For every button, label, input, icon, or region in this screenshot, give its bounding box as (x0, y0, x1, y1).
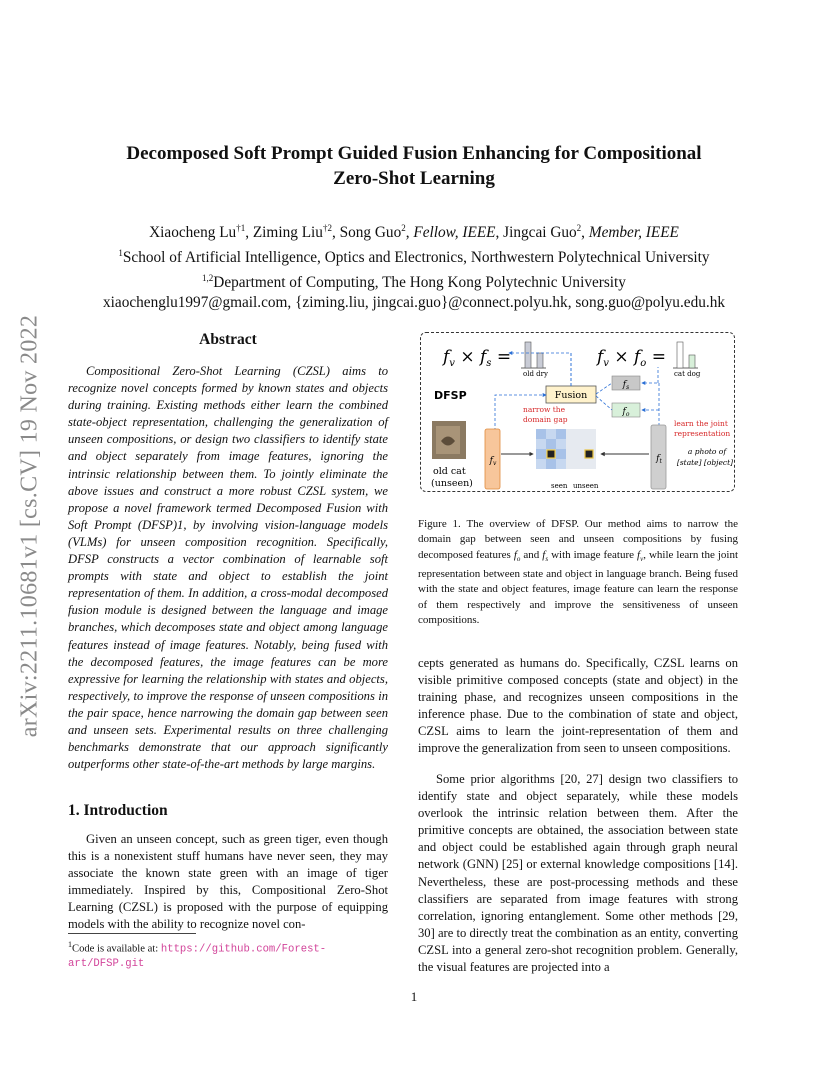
affiliation-2: $^{1,2}$Department of Computing, The Hong Kong Polytechnic University (202, 273, 626, 292)
unseen-label: unseen (573, 482, 599, 490)
formula-fv-fs: $f_v \times f_s$ = (443, 347, 512, 369)
narrow-text-2: domain gap (523, 415, 568, 424)
bar-dog (689, 355, 695, 368)
narrow-text-1: narrow the (523, 405, 566, 414)
author-names: Xiaocheng Lu$^{\dagger 1}$, Ziming Liu$^{\dagger 2}$, Song Guo$^2$, Fellow, IEEE, Jingcai Guo$^2$, Member, IEEE (149, 223, 679, 242)
title-line-1: Decomposed Soft Prompt Guided Fusion Enhancing for Compositional (126, 143, 702, 164)
intro-heading: 1. Introduction (68, 802, 168, 819)
fo-box-label: $f_o$ (622, 407, 630, 418)
fs-box-label: $f_s$ (622, 380, 630, 391)
label-old-dry: old dry (523, 370, 548, 378)
dfsp-label: DFSP (434, 389, 467, 402)
link-fusion-fo (596, 396, 612, 410)
title-line-2: Zero-Shot Learning (333, 168, 495, 189)
photo-text-1: a photo of (687, 447, 727, 456)
learn-joint-text-1: learn the joint (674, 419, 728, 428)
intro-text: Given an unseen concept, such as green tiger, even though this is a nonexistent stuff humans have never seen, they may associate the known state green with an image of tiger immediately. Inspired by this, Compositional Zero-Shot Learning (CZSL) is proposed with the purpose of equipping models with the ability to recognize novel con- (68, 832, 388, 932)
abstract-heading: Abstract (199, 331, 257, 348)
author-emails: xiaochenglu1997@gmail.com, {ziming.liu, jingcai.guo}@connect.polyu.hk, song.guo@polyu.edu.hk (103, 294, 725, 312)
ft-label: $f_t$ (656, 454, 662, 465)
link-fusion-fs (596, 383, 612, 394)
paper-title (0, 141, 828, 191)
page-number: 1 (410, 989, 418, 1004)
bar-cat (677, 342, 683, 368)
fv-label: $f_v$ (489, 456, 497, 467)
photo-text-2: [state] [object] (676, 458, 734, 467)
arxiv-stamp (10, 276, 50, 776)
affiliation-1: $^1$School of Artificial Intelligence, Optics and Electronics, Northwestern Polytechnical University (118, 248, 710, 267)
figure-diagram (421, 333, 734, 491)
right-col-paragraph-2: Some prior algorithms [20, 27] design two classifiers to identify state and object separately, while these models overlook the intrinsic relation between them. After the primitive concepts are obtained, the association between state and object could be established again through graph neural network (GNN) [25] or external knowledge compositions [14]. Nevertheless, these are post-processing methods and these classifiers are separated from image features with strong correlation, ignoring entanglement. Some other methods [29, 30] are to directly treat the combination as an entity, converting CZSL into a general zero-shot recognition problem. Generally, the visual features are projected into a (418, 772, 738, 975)
arxiv-stamp-text: arXiv:2211.10681v1 [cs.CV] 19 Nov 2022 (16, 314, 43, 738)
bar-dry (537, 353, 543, 368)
bar-old (525, 342, 531, 368)
figure-caption: Figure 1. The overview of DFSP. Our method aims to narrow the domain gap between seen and unseen compositions by fusing decomposed features $f_o$ and $f_s$ with image feature $f_v$, while learn the joint representation between state and object in language branch. Being fused with the state and object features, image feature can learn the response of them respectively and improve the sensitiveness of unseen compositions. (418, 518, 739, 626)
footnote-label: Code is available at: (72, 943, 159, 955)
figure-1 (420, 332, 735, 492)
fusion-label: Fusion (554, 390, 588, 401)
footnote-link[interactable]: https://github.com/Forest-art/DFSP.git (68, 943, 327, 971)
seen-unseen-grid (536, 429, 596, 469)
abstract-text: Compositional Zero-Shot Learning (CZSL) aims to recognize novel concepts formed by known states and objects during training. Existing methods either learn the combined state-object representation, challenging the generalization of unseen compositions, or design two classifiers to identify state and object separately from image features, ignoring the intrinsic relationship between them. To jointly eliminate the above issues and construct a more robust CZSL system, we propose a novel framework termed Decomposed Fusion with Soft Prompt (DFSP)1, by involving vision-language models (VLMs) for unseen composition recognition. Specifically, DFSP constructs a vector combination of learnable soft prompts with state and object to establish the joint representation of them. In addition, a cross-modal decomposed fusion module is designed between the language and image branches, which decomposes state and object among language features instead of image features. Notably, being fused with the decomposed features, the image features can be more expressive for learning the relationship with states and objects, respectively, to improve the response of unseen compositions in the pair space, hence narrowing the domain gap between seen and unseen sets. Experimental results on three challenging benchmarks demonstrate that our approach significantly outperforms other state-of-the-art methods by large margins. (68, 364, 388, 772)
formula-fv-fo: $f_v \times f_o$ = (597, 347, 666, 369)
footnote-rule (68, 933, 196, 934)
old-cat-label: old cat (433, 466, 466, 477)
seen-label: seen (551, 482, 568, 490)
footnote: $^1$Code is available at: https://github.com/Forest-art/DFSP.git (68, 940, 327, 971)
right-col-paragraph-1: cepts generated as humans do. Specifically, CZSL learns on visible primitive composed concepts (state and object) in the training phase, and recognizes unseen compositions in the inference phase. Due to the combination of state and object, CZSL aims to learn the joint-representation of them and improve the generalization from seen to unseen compositions. (418, 656, 738, 756)
unseen-paren-label: (unseen) (431, 478, 473, 489)
author-block (0, 218, 828, 313)
label-cat-dog: cat dog (674, 370, 701, 378)
link-ft-fs (642, 383, 659, 431)
learn-joint-text-2: representation (674, 429, 731, 438)
